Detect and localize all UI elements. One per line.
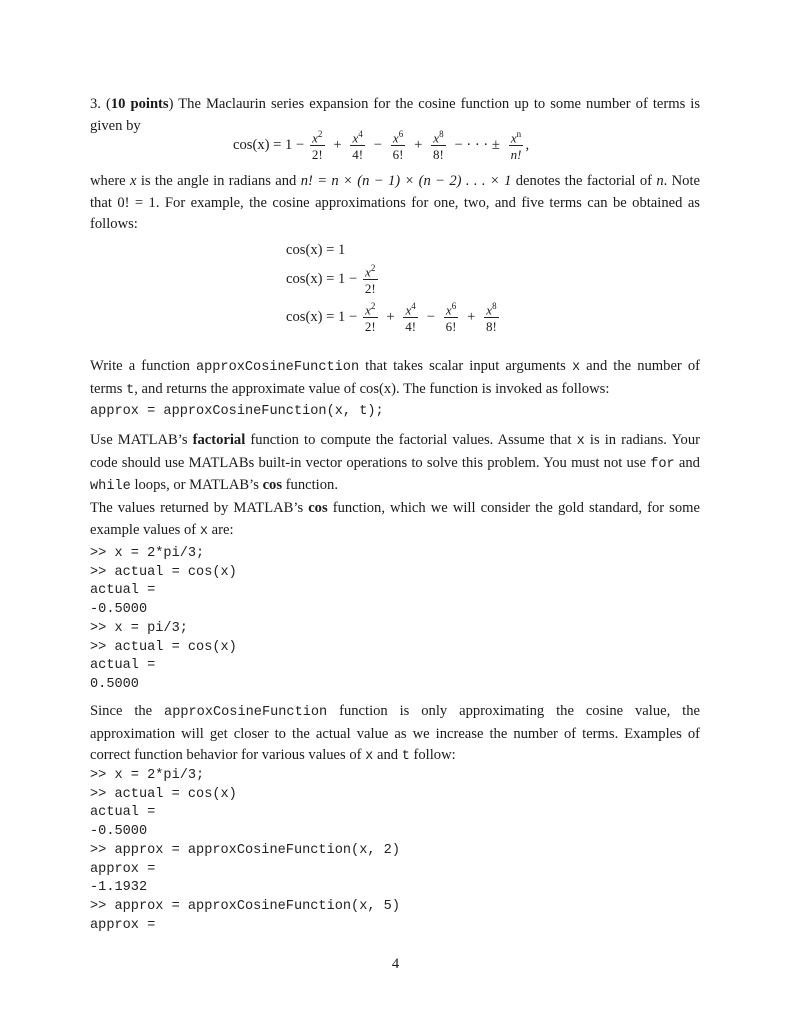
series-term: $\frac{x^6}{6!}$: [392, 129, 404, 163]
code-line: >> approx = approxCosineFunction(x, 2): [90, 842, 400, 858]
code-line: -1.1932: [90, 880, 148, 896]
factorial-expression: n! = n × (n − 1) × (n − 2) . . . × 1: [300, 173, 512, 189]
invoke-code: approx = approxCosineFunction(x, t);: [90, 404, 384, 419]
problem-intro-text: The Maclaurin series expansion for the cosine function up to some number of terms is given by: [90, 96, 701, 134]
series-term: $\frac{x^n}{n!}$: [510, 129, 522, 163]
page-number: 4: [391, 956, 400, 972]
gold-standard-paragraph: The values returned by MATLAB’s cos function, which we will consider the gold standard, for some example values of x are:: [90, 500, 700, 539]
factorial-paragraph: where x is the angle in radians and n! = n × (n − 1) × (n − 2) . . . × 1 denotes the factorial of n. Note that 0! = 1. For example, the cosine approximations for one, two, and five terms can be obtained as follows:: [90, 173, 700, 232]
code-line: approx =: [90, 917, 156, 933]
series-term: $\frac{x^8}{8!}$: [433, 129, 444, 163]
code-line: >> actual = cos(x): [90, 639, 237, 655]
code-block-examples: [90, 767, 400, 935]
code-line: actual =: [90, 658, 156, 674]
zero-factorial: 0! = 1: [117, 194, 156, 211]
equation-two-terms: cos(x) = 1 − $\frac{x^2}{2!}$: [286, 263, 376, 297]
code-line: -0.5000: [90, 824, 148, 840]
problem-intro: 3. (10 points) The Maclaurin series expansion for the cosine function up to some number of terms is given by: [90, 96, 701, 134]
function-name: approxCosineFunction: [195, 360, 360, 375]
series-equation: cos(x) = 1 − $\frac{x^2}{2!}$ + $\frac{x^4}{4!}$ − $\frac{x^6}{6!}$ + $\frac{x^8}{8!}$ − · · · ± $\frac{x^n}{n!}$ ,: [233, 129, 530, 163]
task-paragraph: Write a function approxCosineFunction that takes scalar input arguments x and the number of terms t, and returns the approximate value of cos(x). The function is invoked as follows:: [90, 358, 701, 398]
code-line: >> actual = cos(x): [90, 564, 237, 580]
approximation-paragraph: Since the approxCosineFunction function is only approximating the cosine value, the approximation will get closer to the actual value as we increase the number of terms. Examples of correct function behavior for various values of x and t follow:: [90, 703, 700, 764]
code-line: >> x = 2*pi/3;: [90, 546, 205, 561]
problem-points: 10 points: [110, 96, 169, 112]
code-line: >> x = 2*pi/3;: [90, 768, 205, 783]
problem-number: 3.: [90, 96, 101, 112]
equation-five-terms: cos(x) = 1 − $\frac{x^2}{2!}$ + $\frac{x^4}{4!}$ − $\frac{x^6}{6!}$ + $\frac{x^8}{8!}$: [286, 301, 497, 335]
series-lhs: cos(x) = 1 −: [233, 137, 305, 153]
equation-one-term: cos(x) = 1: [286, 242, 346, 258]
code-line: actual =: [90, 583, 156, 599]
rules-paragraph: Use MATLAB’s factorial function to compute the factorial values. Assume that x is in radians. Your code should use MATLABs built-in vector operations to solve this problem. You must not use for and while loops, or MATLAB’s cos function.: [90, 432, 700, 494]
code-line: actual =: [90, 805, 156, 821]
series-term: $\frac{x^2}{2!}$: [311, 129, 323, 163]
code-line: >> approx = approxCosineFunction(x, 5): [90, 898, 400, 914]
code-line: 0.5000: [90, 676, 139, 692]
code-block-gold: [90, 545, 237, 695]
code-line: >> actual = cos(x): [90, 786, 237, 802]
series-term: $\frac{x^4}{4!}$: [352, 129, 364, 163]
code-line: -0.5000: [90, 602, 148, 618]
code-line: approx =: [90, 861, 156, 877]
code-line: >> x = pi/3;: [90, 620, 188, 636]
